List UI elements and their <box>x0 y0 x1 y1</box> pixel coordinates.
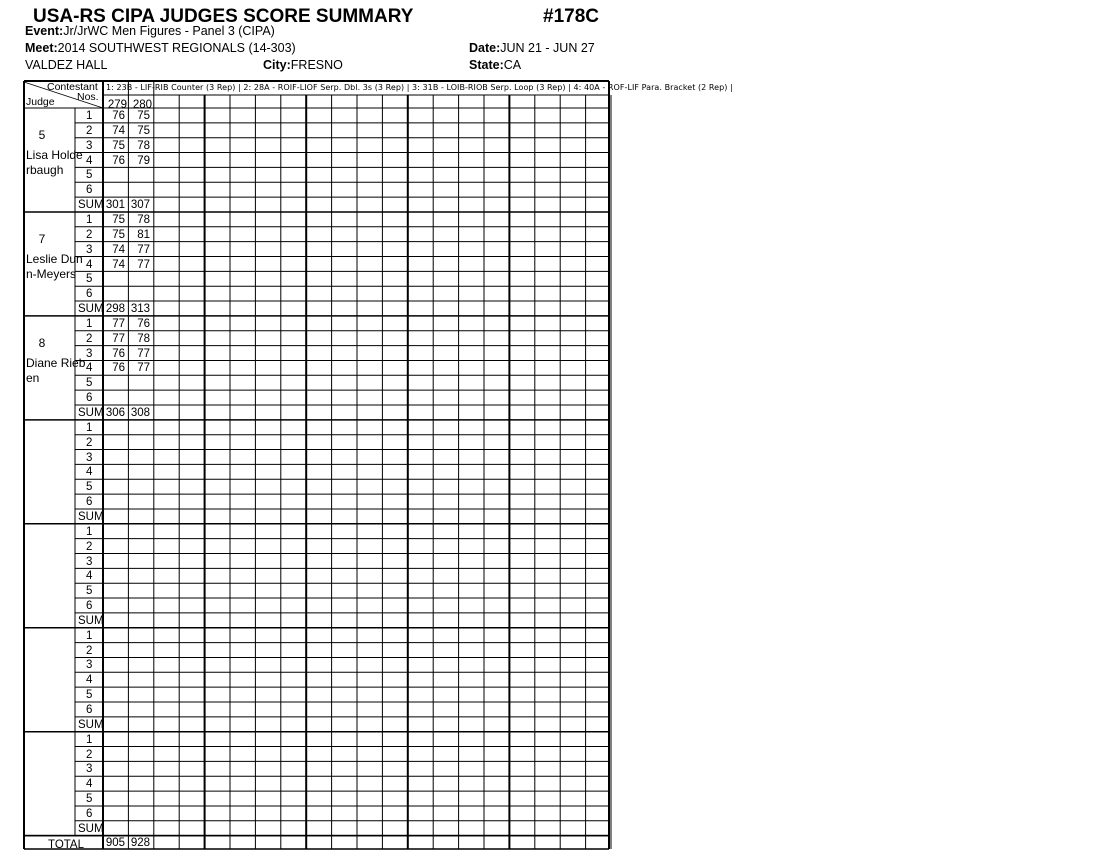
score-cell: 75 <box>137 110 150 122</box>
row-number: 2 <box>86 748 93 761</box>
row-number: 4 <box>86 466 93 479</box>
row-number: 1 <box>86 317 93 330</box>
score-cell: 76 <box>112 110 125 122</box>
row-number: 1 <box>86 421 93 434</box>
judge-name: Diane Rieben <box>26 355 86 385</box>
contestant-number: 279 <box>107 99 127 111</box>
row-number: 5 <box>86 585 93 598</box>
row-number: 2 <box>86 332 93 345</box>
total-label: TOTAL <box>48 839 84 851</box>
sum-label: SUM <box>78 407 104 419</box>
figures-list: 1: 23B - LIF-RIB Counter (3 Rep) | 2: 28A - ROIF-LIOF Serp. Dbl. 3s (3 Rep) | 3: 31B - LOIB-RIOB Serp. Loop (3 Rep) | 4: 40A - ROF-LIF Para. Bracket (2 Rep) | <box>106 83 733 92</box>
row-number: 4 <box>86 258 93 271</box>
sum-value: 307 <box>130 199 150 212</box>
score-cell: 76 <box>112 154 125 167</box>
sum-label: SUM <box>78 303 104 316</box>
row-number: 3 <box>86 451 93 464</box>
row-number: 5 <box>86 689 93 702</box>
sum-label: SUM <box>78 510 104 523</box>
contestant-label: Contestant <box>47 81 98 93</box>
row-number: 4 <box>86 778 93 791</box>
score-cell: 81 <box>137 228 150 241</box>
row-number: 2 <box>86 540 93 553</box>
row-number: 6 <box>86 392 93 405</box>
row-number: 6 <box>86 704 93 716</box>
row-number: 2 <box>86 436 93 449</box>
sum-value: 298 <box>105 303 125 316</box>
score-cell: 76 <box>112 362 125 375</box>
state-label: State: <box>469 58 504 72</box>
score-cell: 77 <box>137 362 150 375</box>
row-number: 4 <box>86 362 93 375</box>
contestant-number: 280 <box>132 99 152 111</box>
judge-number: 8 <box>38 335 46 350</box>
sum-label: SUM <box>78 614 104 627</box>
score-cell: 78 <box>137 213 150 226</box>
total-value: 905 <box>105 837 125 849</box>
judge-number: 5 <box>38 128 46 142</box>
row-number: 5 <box>86 481 93 494</box>
sum-label: SUM <box>78 199 104 212</box>
row-number: 6 <box>86 807 93 820</box>
row-number: 2 <box>86 228 93 241</box>
score-cell: 74 <box>112 243 125 256</box>
row-number: 3 <box>86 555 93 568</box>
score-cell: 76 <box>137 317 150 330</box>
row-number: 2 <box>86 124 93 137</box>
score-cell: 77 <box>112 332 125 345</box>
event-label: Event: <box>25 24 64 38</box>
judge-number: 7 <box>38 231 46 246</box>
venue-value: VALDEZ HALL <box>25 58 108 72</box>
score-cell: 76 <box>112 347 125 360</box>
score-cell: 77 <box>137 347 150 360</box>
row-number: 1 <box>86 213 93 226</box>
row-number: 1 <box>86 110 93 122</box>
row-number: 6 <box>86 288 93 301</box>
nos-label: Nos. <box>77 91 99 103</box>
city-label: City: <box>263 58 291 72</box>
row-number: 6 <box>86 184 93 197</box>
score-cell: 79 <box>137 154 150 167</box>
score-cell: 77 <box>112 317 125 330</box>
sum-value: 301 <box>105 199 125 212</box>
score-cell: 78 <box>137 332 150 345</box>
row-number: 3 <box>86 243 93 256</box>
row-number: 1 <box>86 733 93 746</box>
state-value: CA <box>503 58 522 72</box>
row-number: 6 <box>86 600 93 613</box>
score-cell: 78 <box>137 139 150 152</box>
row-number: 4 <box>86 674 93 687</box>
sum-value: 308 <box>130 407 150 419</box>
row-number: 6 <box>86 496 93 509</box>
score-cell: 75 <box>112 228 125 241</box>
row-number: 5 <box>86 169 93 182</box>
event-value: Jr/JrWC Men Figures - Panel 3 (CIPA) <box>63 24 275 38</box>
score-cell: 77 <box>137 243 150 256</box>
score-cell: 75 <box>137 124 150 137</box>
row-number: 3 <box>86 659 93 672</box>
row-number: 3 <box>86 139 93 152</box>
score-cell: 75 <box>112 139 125 152</box>
total-value: 928 <box>130 837 150 849</box>
row-number: 3 <box>86 763 93 776</box>
meet-label: Meet: <box>25 41 58 55</box>
row-number: 5 <box>86 793 93 806</box>
date-value: JUN 21 - JUN 27 <box>500 41 595 55</box>
score-cell: 77 <box>137 258 150 271</box>
row-number: 2 <box>86 644 93 657</box>
row-number: 5 <box>86 273 93 286</box>
report-title: USA-RS CIPA JUDGES SCORE SUMMARY <box>33 6 414 27</box>
row-number: 3 <box>86 347 93 360</box>
sum-label: SUM <box>78 822 104 835</box>
meet-value: 2014 SOUTHWEST REGIONALS (14-303) <box>57 41 296 55</box>
sum-value: 313 <box>130 303 150 316</box>
judge-name: Lisa Holderbaugh <box>26 148 83 177</box>
row-number: 1 <box>86 629 93 642</box>
score-cell: 74 <box>112 258 125 271</box>
sum-label: SUM <box>78 718 104 731</box>
row-number: 4 <box>86 154 93 167</box>
judge-label: Judge <box>26 96 55 108</box>
score-cell: 74 <box>112 124 125 137</box>
sum-value: 306 <box>105 407 125 419</box>
report-number: #178C <box>543 6 599 27</box>
city-value: FRESNO <box>290 58 343 72</box>
row-number: 4 <box>86 570 93 583</box>
score-cell: 75 <box>112 213 125 226</box>
row-number: 5 <box>86 377 93 390</box>
row-number: 1 <box>86 525 93 538</box>
date-label: Date: <box>469 41 501 55</box>
judge-name: Leslie Dunn-Meyers <box>26 251 83 281</box>
